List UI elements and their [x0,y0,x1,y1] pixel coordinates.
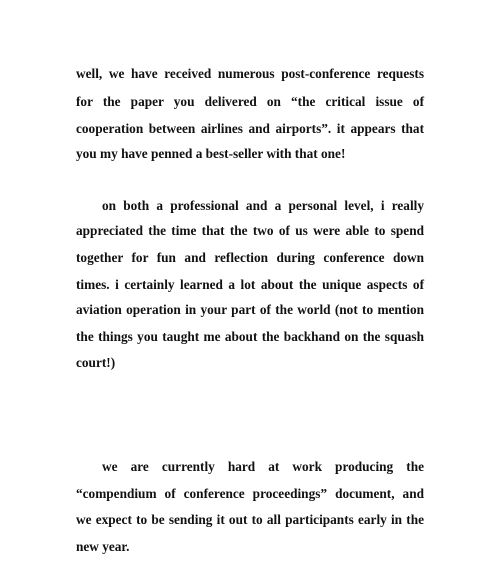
text-line: you my have penned a best-seller with that one! [76,146,346,161]
text-line: cooperation between airlines and airports”. it appears that [76,121,424,136]
text-line: “compendium of conference proceedings” document, and [76,486,424,501]
text-line: new year. [76,539,130,554]
text-line: we expect to be sending it out to all participants early in the [76,512,424,527]
text-line: appreciated the time that the two of us were able to spend [76,223,424,238]
text-line: court!) [76,355,116,370]
text-line: on both a professional and a personal level, i really [102,198,424,213]
text-line: for the paper you delivered on “the critical issue of [76,94,424,109]
text-line: times. i certainly learned a lot about the unique aspects of [76,277,424,292]
text-line: together for fun and reflection during conference down [76,250,424,265]
text-line: well, we have received numerous post-conference requests [76,66,424,81]
text-line: we are currently hard at work producing the [102,459,424,474]
text-line: aviation operation in your part of the world (not to mention [76,302,424,317]
text-line: the things you taught me about the backhand on the squash [76,329,424,344]
